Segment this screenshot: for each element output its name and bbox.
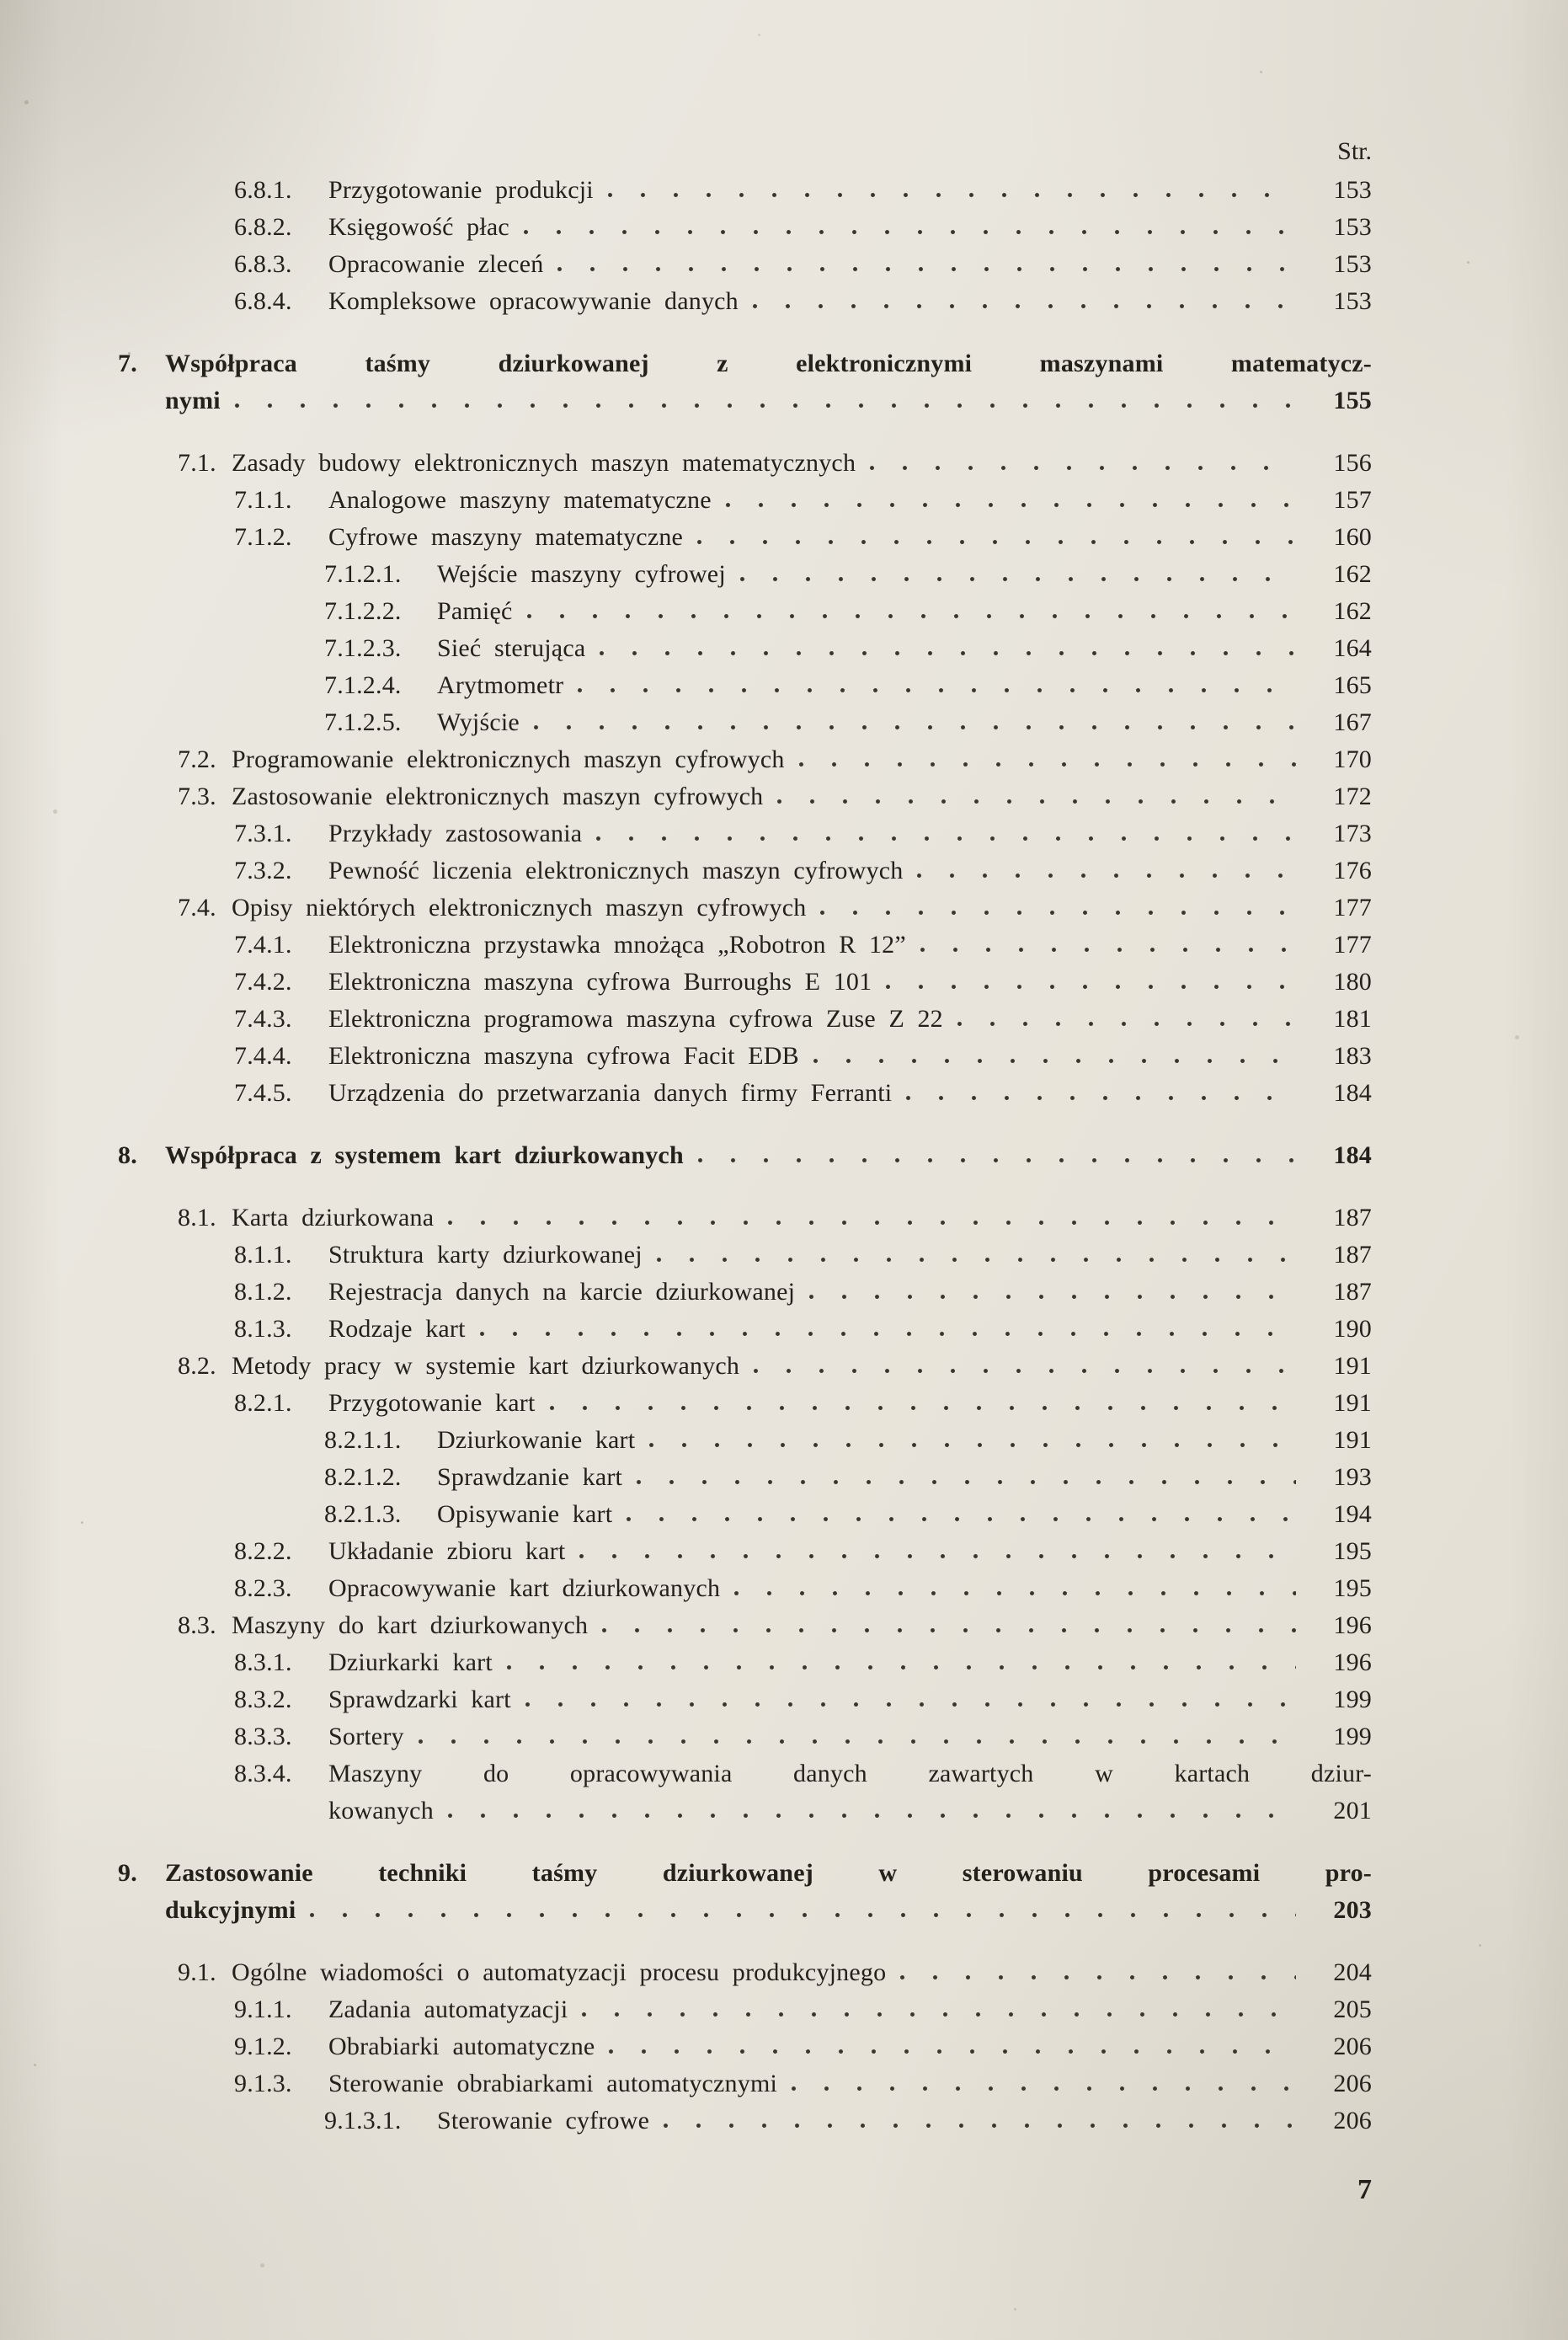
dot-leader xyxy=(798,761,1296,767)
entry-page: 191 xyxy=(1333,1352,1372,1380)
toc-entry xyxy=(0,283,1372,320)
entry-number: 7.1.2. xyxy=(234,523,292,551)
entry-page: 157 xyxy=(1333,486,1372,514)
entry-title: Metody pracy w systemie kart dziurkowanych xyxy=(232,1352,740,1380)
entry-page: 191 xyxy=(1333,1426,1372,1454)
entry-page: 177 xyxy=(1333,931,1372,959)
dot-leader xyxy=(447,1813,1296,1819)
entry-number: 8.3.1. xyxy=(234,1648,292,1676)
dot-leader xyxy=(663,2123,1296,2129)
entry-title: Karta dziurkowana xyxy=(232,1204,435,1231)
entry-title: Analogowe maszyny matematyczne xyxy=(328,486,712,514)
entry-number: 8.2. xyxy=(178,1352,216,1380)
toc-entry xyxy=(0,1001,1372,1038)
entry-title: Elektroniczna przystawka mnożąca „Robotron R 12” xyxy=(328,931,906,959)
entry-page: 176 xyxy=(1333,857,1372,884)
entry-number: 9.1.1. xyxy=(234,1995,292,2023)
entry-title: Dziurkowanie kart xyxy=(437,1426,636,1454)
entry-page: 170 xyxy=(1333,745,1372,773)
dot-leader xyxy=(595,836,1296,841)
toc-entry xyxy=(0,964,1372,1001)
entry-number: 8.1.2. xyxy=(234,1278,292,1306)
toc-entry xyxy=(0,778,1372,815)
entry-number: 8.3.4. xyxy=(234,1760,292,1787)
entry-page: 205 xyxy=(1333,1995,1372,2023)
entry-title: Zastosowanie techniki taśmy dziurkowanej w sterowaniu procesami pro- xyxy=(165,1859,1372,1887)
toc-entry xyxy=(0,1681,1372,1718)
entry-number: 9.1.3.1. xyxy=(324,2107,402,2134)
entry-title: Układanie zbioru kart xyxy=(328,1537,566,1565)
entry-number: 8.3.3. xyxy=(234,1723,292,1750)
entry-page: 165 xyxy=(1333,671,1372,699)
entry-title: Zastosowanie elektronicznych maszyn cyfrowych xyxy=(232,783,764,810)
toc-entry xyxy=(0,630,1372,667)
dot-leader xyxy=(733,1590,1296,1596)
toc-entry xyxy=(0,482,1372,519)
entry-number: 6.8.2. xyxy=(234,213,292,241)
entry-page: 184 xyxy=(1333,1079,1372,1107)
dot-leader xyxy=(636,1479,1296,1485)
folio: 7 xyxy=(1357,2174,1372,2205)
entry-title: Elektroniczna programowa maszyna cyfrowa Zuse Z 22 xyxy=(328,1005,943,1033)
entry-title: Księgowość płac xyxy=(328,213,509,241)
entry-title: Dziurkarki kart xyxy=(328,1648,493,1676)
entry-page: 201 xyxy=(1333,1797,1372,1824)
dot-leader xyxy=(581,2011,1296,2017)
entry-number: 8.2.1.3. xyxy=(324,1500,402,1528)
toc-entry xyxy=(0,667,1372,704)
dot-leader xyxy=(648,1442,1296,1448)
entry-number: 8.3.2. xyxy=(234,1686,292,1713)
entry-title: Rodzaje kart xyxy=(328,1315,466,1343)
entry-number: 8.2.1.2. xyxy=(324,1463,402,1491)
entry-title: Sortery xyxy=(328,1723,404,1750)
entry-page: 187 xyxy=(1333,1204,1372,1231)
entry-page: 155 xyxy=(1333,387,1372,414)
entry-title: Przygotowanie produkcji xyxy=(328,176,594,204)
entry-title: Sprawdzarki kart xyxy=(328,1686,511,1713)
entry-number: 8. xyxy=(118,1141,137,1169)
entry-page: 177 xyxy=(1333,894,1372,922)
entry-title: Kompleksowe opracowywanie danych xyxy=(328,287,739,315)
entry-page: 164 xyxy=(1333,634,1372,662)
entry-number: 8.1.3. xyxy=(234,1315,292,1343)
entry-page: 162 xyxy=(1333,560,1372,588)
entry-title: Opisywanie kart xyxy=(437,1500,613,1528)
toc-entry xyxy=(0,1199,1372,1237)
toc-entry xyxy=(0,1311,1372,1348)
entry-page: 196 xyxy=(1333,1611,1372,1639)
entry-number: 7.3. xyxy=(178,783,216,810)
toc-entry xyxy=(0,209,1372,246)
toc-entry xyxy=(0,1496,1372,1533)
entry-title: Przygotowanie kart xyxy=(328,1389,536,1417)
entry-number: 7.4.3. xyxy=(234,1005,292,1033)
dot-leader xyxy=(697,1157,1296,1163)
toc-entry xyxy=(0,1644,1372,1681)
entry-page: 206 xyxy=(1333,2070,1372,2097)
entry-title: Opracowanie zleceń xyxy=(328,250,544,278)
entry-page: 172 xyxy=(1333,783,1372,810)
toc-entry xyxy=(0,246,1372,283)
dot-leader xyxy=(309,1912,1296,1918)
dot-leader xyxy=(885,984,1296,990)
toc-entry xyxy=(0,927,1372,964)
dot-leader xyxy=(549,1405,1297,1411)
entry-number: 7.1.1. xyxy=(234,486,292,514)
entry-page: 187 xyxy=(1333,1241,1372,1269)
toc-entry xyxy=(0,1892,1372,1929)
toc-entry xyxy=(0,1422,1372,1459)
entry-page: 153 xyxy=(1333,287,1372,315)
entry-number: 8.2.1. xyxy=(234,1389,292,1417)
dot-leader xyxy=(905,1095,1296,1101)
dot-leader xyxy=(626,1516,1296,1522)
dot-leader xyxy=(957,1021,1296,1027)
entry-page: 196 xyxy=(1333,1648,1372,1676)
entry-number: 9.1.3. xyxy=(234,2070,292,2097)
entry-page: 206 xyxy=(1333,2033,1372,2060)
entry-number: 7.4. xyxy=(178,894,216,922)
entry-title: Zadania automatyzacji xyxy=(328,1995,568,2023)
toc-entry xyxy=(0,1385,1372,1422)
entry-page: 187 xyxy=(1333,1278,1372,1306)
toc-entry xyxy=(0,1274,1372,1311)
entry-page: 153 xyxy=(1333,250,1372,278)
entry-title: Sprawdzanie kart xyxy=(437,1463,623,1491)
entry-page: 203 xyxy=(1333,1896,1372,1924)
entry-number: 7.4.1. xyxy=(234,931,292,959)
toc-entry xyxy=(0,593,1372,630)
toc-entry xyxy=(0,2065,1372,2102)
entry-page: 199 xyxy=(1333,1686,1372,1713)
entry-title: Elektroniczna maszyna cyfrowa Facit EDB xyxy=(328,1042,799,1070)
dot-leader xyxy=(608,2049,1296,2054)
entry-title: Maszyny do kart dziurkowanych xyxy=(232,1611,589,1639)
entry-number: 7.1.2.1. xyxy=(324,560,402,588)
entry-title: Elektroniczna maszyna cyfrowa Burroughs E 101 xyxy=(328,968,872,996)
toc-entry xyxy=(0,1792,1372,1830)
entry-page: 162 xyxy=(1333,597,1372,625)
entry-page: 199 xyxy=(1333,1723,1372,1750)
entry-page: 181 xyxy=(1333,1005,1372,1033)
toc-entry xyxy=(0,1237,1372,1274)
dot-leader xyxy=(791,2086,1296,2092)
dot-leader xyxy=(447,1220,1296,1226)
entry-title: Współpraca taśmy dziurkowanej z elektronicznymi maszynami matematycz- xyxy=(165,350,1372,377)
toc-entry xyxy=(0,1718,1372,1755)
page-column-header: Str. xyxy=(1337,137,1372,165)
entry-title: Sterowanie obrabiarkami automatycznymi xyxy=(328,2070,778,2097)
entry-number: 7. xyxy=(118,350,137,377)
entry-number: 9.1. xyxy=(178,1958,216,1986)
toc-entry xyxy=(0,852,1372,890)
toc-entry xyxy=(0,890,1372,927)
entry-page: 180 xyxy=(1333,968,1372,996)
entry-page: 204 xyxy=(1333,1958,1372,1986)
entry-title: Struktura karty dziurkowanej xyxy=(328,1241,643,1269)
toc-entry xyxy=(0,382,1372,419)
toc-entry xyxy=(0,1570,1372,1607)
toc-entry xyxy=(0,2028,1372,2065)
toc-entry xyxy=(0,1954,1372,1991)
entry-number: 7.1.2.4. xyxy=(324,671,402,699)
dot-leader xyxy=(808,1294,1296,1300)
entry-title: Maszyny do opracowywania danych zawartych w kartach dziur- xyxy=(328,1760,1372,1787)
toc-entry xyxy=(0,1991,1372,2028)
entry-number: 6.8.4. xyxy=(234,287,292,315)
entry-page: 160 xyxy=(1333,523,1372,551)
entry-page: 153 xyxy=(1333,176,1372,204)
entry-title: Opracowywanie kart dziurkowanych xyxy=(328,1574,721,1602)
dot-leader xyxy=(577,687,1296,693)
entry-title: Arytmometr xyxy=(437,671,564,699)
dot-leader xyxy=(753,1368,1296,1374)
toc-list xyxy=(0,172,1372,2140)
entry-title: dukcyjnymi xyxy=(165,1896,296,1924)
entry-page: 167 xyxy=(1333,708,1372,736)
entry-number: 7.4.5. xyxy=(234,1079,292,1107)
toc-entry xyxy=(0,1607,1372,1644)
dot-leader xyxy=(725,502,1296,508)
dot-leader xyxy=(776,799,1296,804)
entry-number: 7.1. xyxy=(178,449,216,477)
toc-entry xyxy=(0,445,1372,482)
toc-entry xyxy=(0,1533,1372,1570)
entry-title: Zasady budowy elektronicznych maszyn matematycznych xyxy=(232,449,856,477)
dot-leader xyxy=(916,873,1296,879)
entry-number: 7.2. xyxy=(178,745,216,773)
entry-number: 8.1.1. xyxy=(234,1241,292,1269)
entry-title: Ogólne wiadomości o automatyzacji procesu produkcyjnego xyxy=(232,1958,887,1986)
dot-leader xyxy=(579,1553,1296,1559)
entry-page: 195 xyxy=(1333,1574,1372,1602)
toc-entry xyxy=(0,2102,1372,2140)
entry-page: 195 xyxy=(1333,1537,1372,1565)
entry-number: 8.1. xyxy=(178,1204,216,1231)
entry-number: 8.3. xyxy=(178,1611,216,1639)
entry-page: 190 xyxy=(1333,1315,1372,1343)
toc-entry xyxy=(0,1075,1372,1112)
dot-leader xyxy=(601,1627,1296,1633)
entry-title: nymi xyxy=(165,387,221,414)
dot-leader xyxy=(526,613,1296,619)
entry-page: 191 xyxy=(1333,1389,1372,1417)
dot-leader xyxy=(234,403,1296,409)
dot-leader xyxy=(557,266,1296,272)
entry-title: Pewność liczenia elektronicznych maszyn cyfrowych xyxy=(328,857,904,884)
entry-number: 9.1.2. xyxy=(234,2033,292,2060)
dot-leader xyxy=(506,1664,1296,1670)
entry-title: Rejestracja danych na karcie dziurkowanej xyxy=(328,1278,796,1306)
entry-number: 8.2.2. xyxy=(234,1537,292,1565)
entry-number: 6.8.1. xyxy=(234,176,292,204)
dot-leader xyxy=(607,192,1296,198)
entry-title: Przykłady zastosowania xyxy=(328,820,583,847)
entry-number: 7.1.2.3. xyxy=(324,634,402,662)
entry-number: 7.3.1. xyxy=(234,820,292,847)
dot-leader xyxy=(696,539,1296,545)
toc-entry xyxy=(0,1855,1372,1892)
entry-title: Pamięć xyxy=(437,597,513,625)
dot-leader xyxy=(869,465,1296,471)
toc-entry xyxy=(0,345,1372,382)
entry-page: 184 xyxy=(1333,1141,1372,1169)
toc-entry xyxy=(0,741,1372,778)
entry-title: Urządzenia do przetwarzania danych firmy Ferranti xyxy=(328,1079,893,1107)
toc-entry xyxy=(0,1038,1372,1075)
entry-page: 194 xyxy=(1333,1500,1372,1528)
toc-entry xyxy=(0,1755,1372,1792)
entry-title: Sterowanie cyfrowe xyxy=(437,2107,650,2134)
entry-title: Współpraca z systemem kart dziurkowanych xyxy=(165,1141,684,1169)
dot-leader xyxy=(479,1331,1296,1337)
entry-page: 173 xyxy=(1333,820,1372,847)
entry-number: 8.2.3. xyxy=(234,1574,292,1602)
entry-number: 7.1.2.2. xyxy=(324,597,402,625)
toc-entry xyxy=(0,704,1372,741)
entry-number: 9. xyxy=(118,1859,137,1887)
toc-entry xyxy=(0,1137,1372,1174)
entry-number: 7.3.2. xyxy=(234,857,292,884)
entry-title: Cyfrowe maszyny matematyczne xyxy=(328,523,684,551)
entry-title: kowanych xyxy=(328,1797,434,1824)
entry-number: 7.4.4. xyxy=(234,1042,292,1070)
entry-title: Sieć sterująca xyxy=(437,634,586,662)
entry-title: Wejście maszyny cyfrowej xyxy=(437,560,726,588)
entry-page: 193 xyxy=(1333,1463,1372,1491)
toc-entry xyxy=(0,815,1372,852)
entry-page: 183 xyxy=(1333,1042,1372,1070)
dot-leader xyxy=(599,650,1296,656)
toc-entry xyxy=(0,1459,1372,1496)
dot-leader xyxy=(523,229,1296,235)
toc-entry xyxy=(0,556,1372,593)
entry-page: 156 xyxy=(1333,449,1372,477)
toc-entry xyxy=(0,172,1372,209)
dot-leader xyxy=(752,303,1296,309)
entry-page: 206 xyxy=(1333,2107,1372,2134)
entry-number: 7.1.2.5. xyxy=(324,708,402,736)
entry-title: Obrabiarki automatyczne xyxy=(328,2033,595,2060)
dot-leader xyxy=(819,910,1296,916)
entry-title: Wyjście xyxy=(437,708,520,736)
dot-leader xyxy=(813,1058,1296,1064)
dot-leader xyxy=(739,576,1296,582)
entry-title: Programowanie elektronicznych maszyn cyfrowych xyxy=(232,745,785,773)
entry-number: 6.8.3. xyxy=(234,250,292,278)
entry-page: 153 xyxy=(1333,213,1372,241)
entry-number: 8.2.1.1. xyxy=(324,1426,402,1454)
toc-entry xyxy=(0,519,1372,556)
dot-leader xyxy=(418,1739,1296,1744)
entry-number: 7.4.2. xyxy=(234,968,292,996)
dot-leader xyxy=(525,1702,1296,1707)
dot-leader xyxy=(656,1257,1296,1263)
dot-leader xyxy=(899,1974,1296,1980)
toc-entry xyxy=(0,1348,1372,1385)
dot-leader xyxy=(920,947,1296,953)
entry-title: Opisy niektórych elektronicznych maszyn cyfrowych xyxy=(232,894,807,922)
dot-leader xyxy=(533,724,1296,730)
